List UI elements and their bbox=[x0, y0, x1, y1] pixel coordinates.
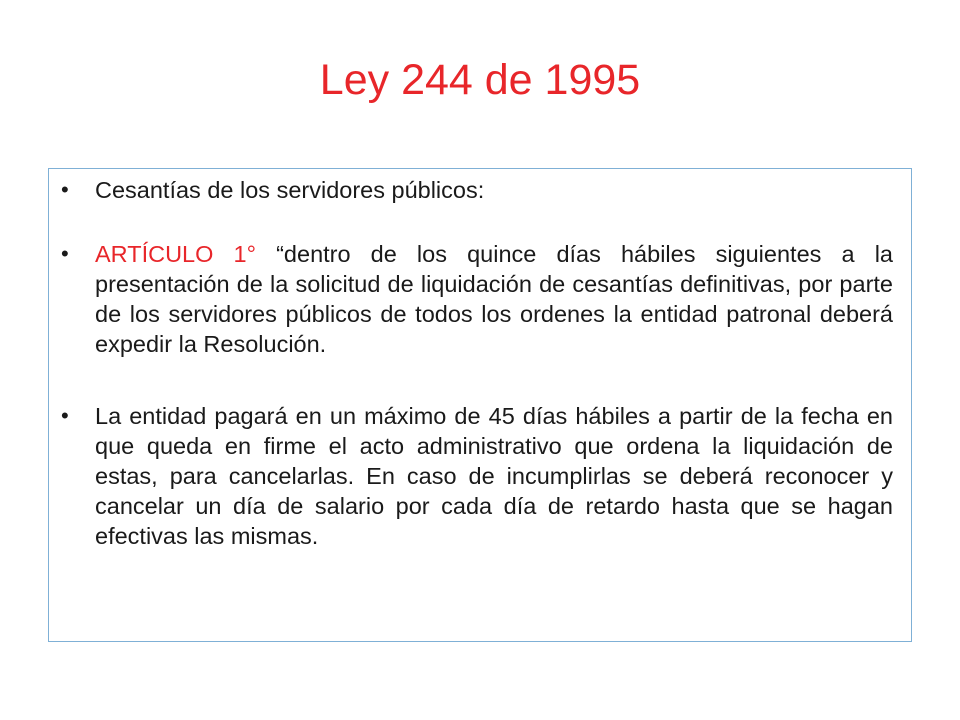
slide-title: Ley 244 de 1995 bbox=[319, 56, 641, 104]
bullet-text: La entidad pagará en un máximo de 45 días hábiles a partir de la fecha en que queda en firme el acto administrativo que ordena la liquidación de estas, para cancelarlas. En caso de incumplirlas se deberá reconocer y cancelar un día de salario por cada día de retardo hasta que se hagan efectivas las mismas. bbox=[95, 403, 893, 549]
bullet-dot-icon: • bbox=[61, 177, 69, 202]
bullet-text: “dentro de los quince días hábiles siguientes a la presentación de la solicitud de liquidación de cesantías definitivas, por parte de los servidores públicos de todos los ordenes la entidad patronal deberá expedir la Resolución. bbox=[95, 241, 893, 357]
bullet-dot-icon: • bbox=[61, 241, 69, 266]
article-label: ARTÍCULO 1° bbox=[95, 241, 256, 267]
content-box bbox=[48, 168, 912, 642]
bullet-item-cesantias bbox=[49, 175, 913, 205]
bullet-list bbox=[49, 175, 913, 551]
bullet-item-entidad bbox=[49, 401, 913, 551]
bullet-dot-icon: • bbox=[61, 403, 69, 428]
bullet-text: Cesantías de los servidores públicos: bbox=[95, 177, 485, 203]
bullet-item-articulo bbox=[49, 239, 913, 359]
